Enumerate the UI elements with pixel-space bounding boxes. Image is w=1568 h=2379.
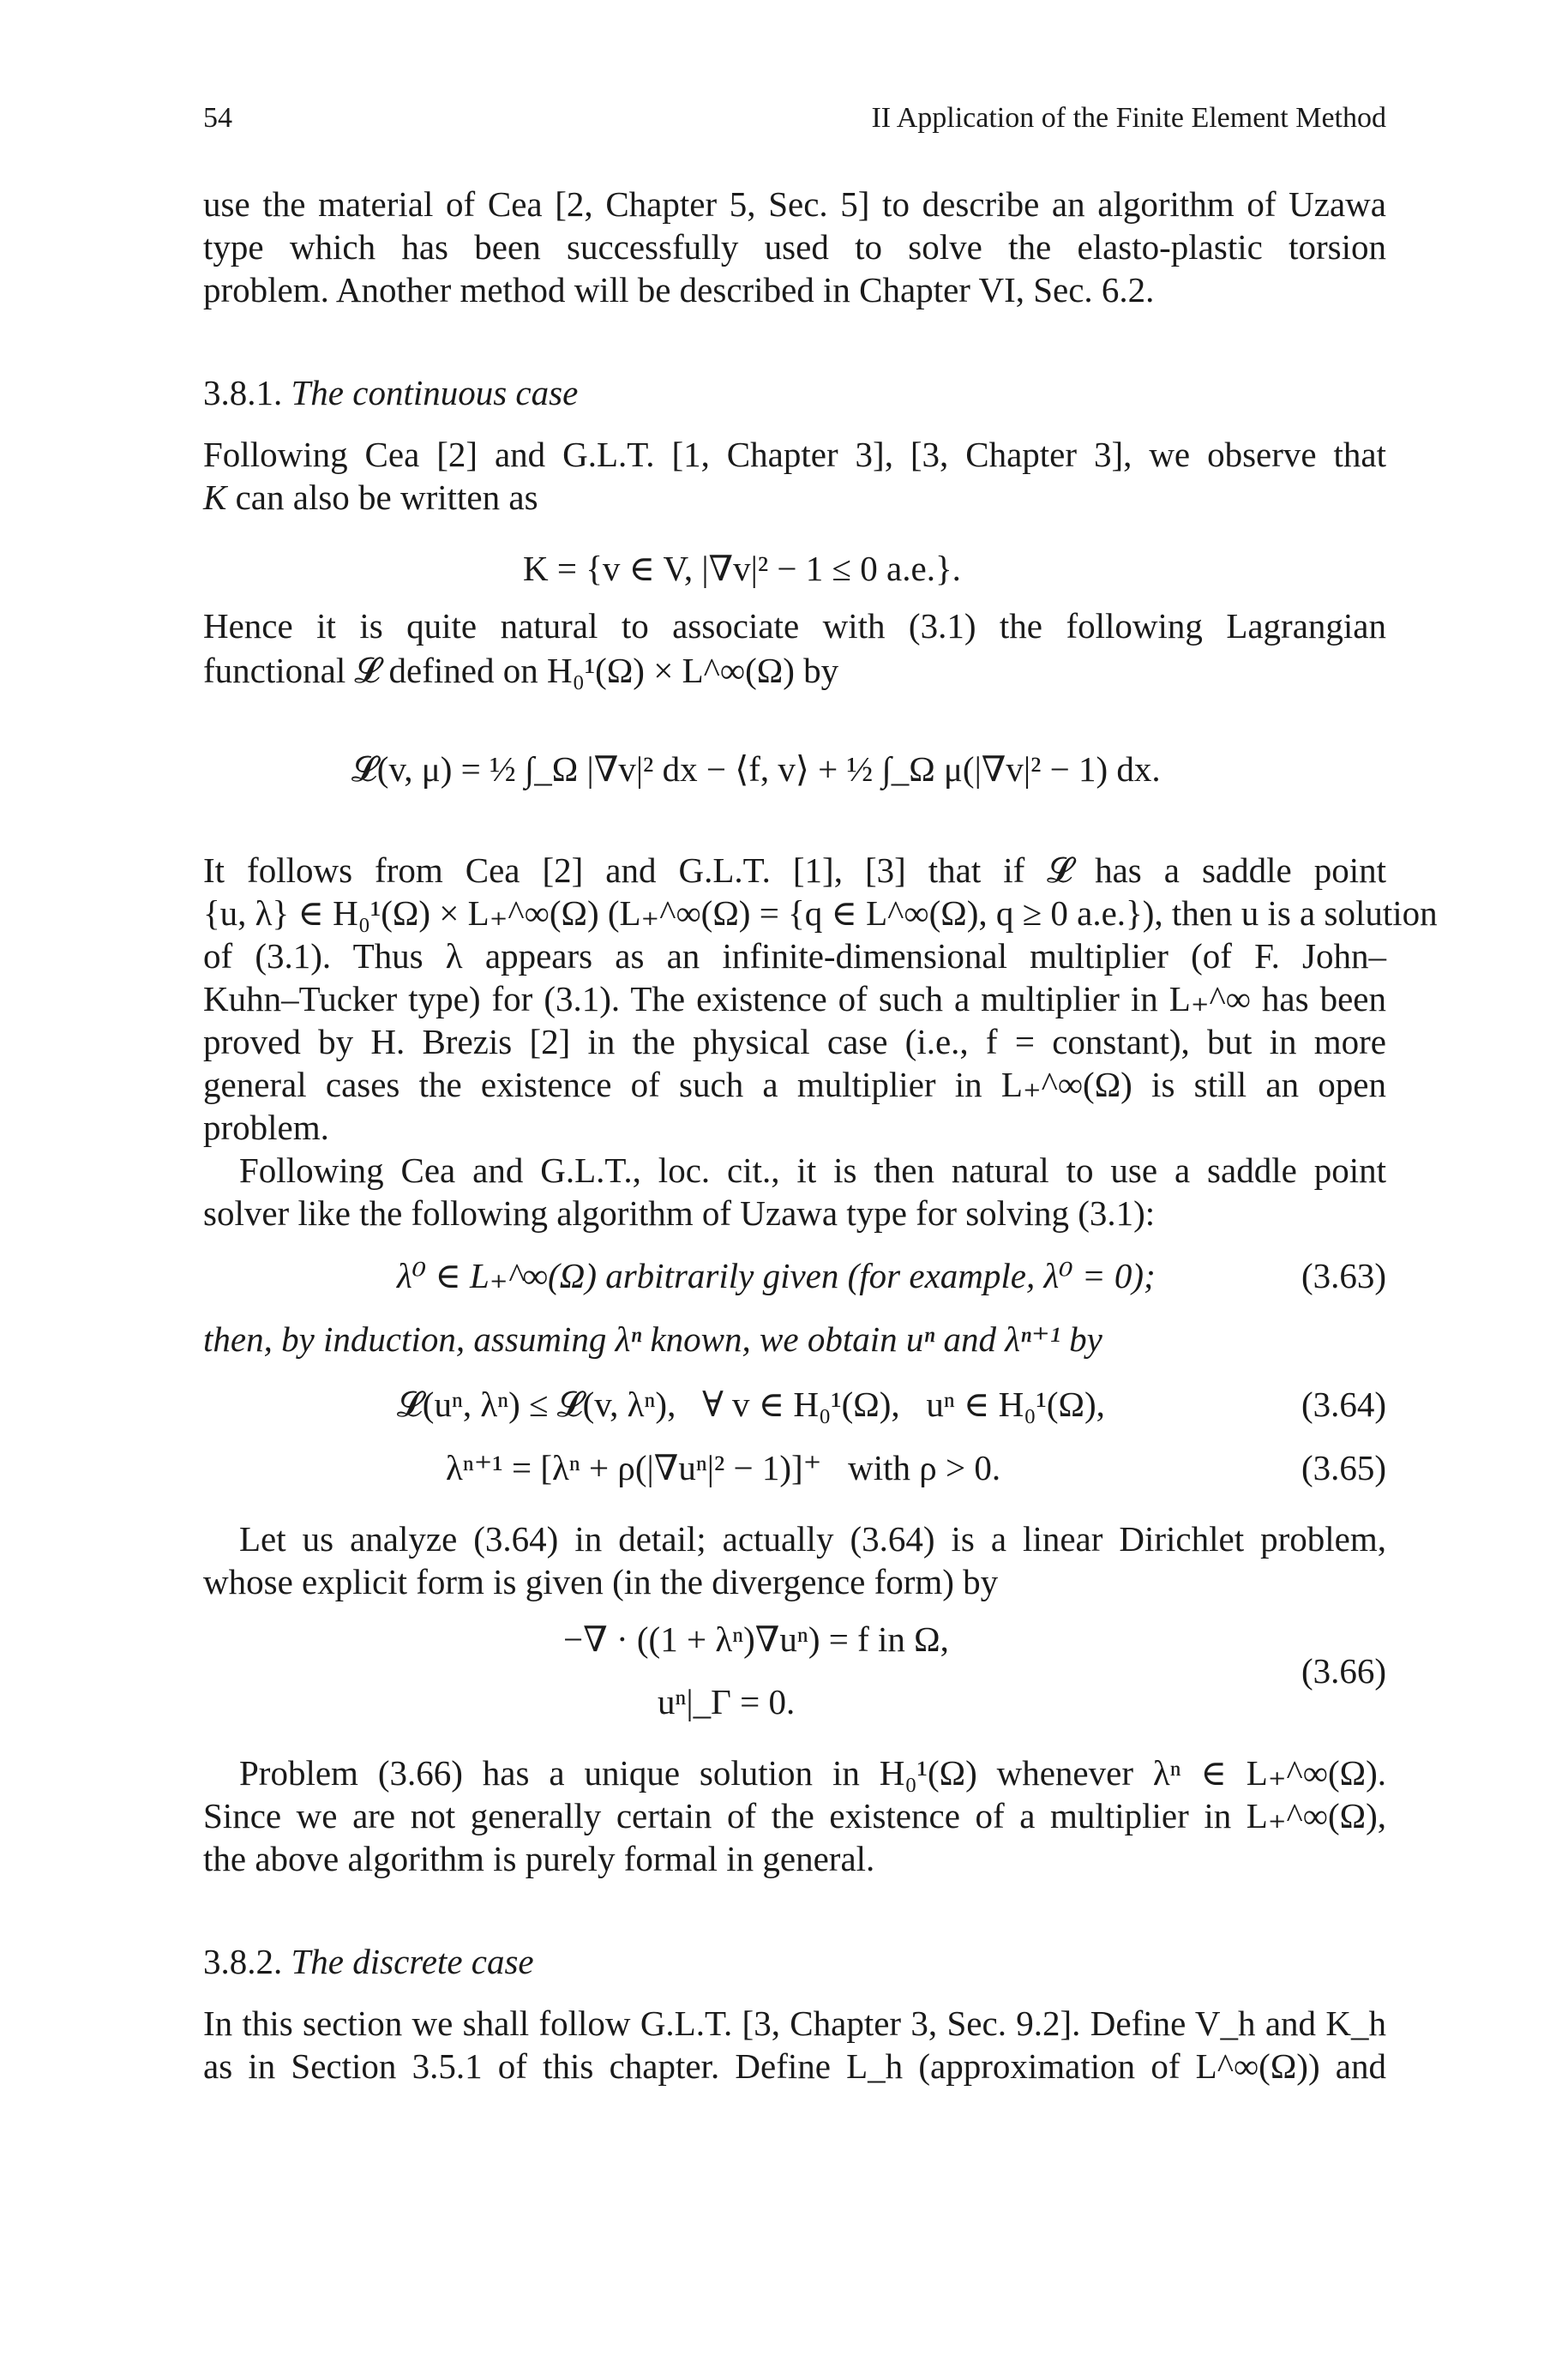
running-title: II Application of the Finite Element Method [871,102,1386,134]
p3-line-7: problem. [203,1108,329,1147]
p3-line-3: of (3.1). Thus λ appears as an infinite-dimensional multiplier (of F. John– [203,936,1386,976]
p2-line-1: Hence it is quite natural to associate with (3.1) the following Lagrangian [203,606,1386,646]
section-title: The continuous case [291,373,579,412]
p3-line-4: Kuhn–Tucker type) for (3.1). The existence of such a multiplier in L₊^∞ has been [203,979,1386,1018]
p6-line-1: Let us analyze (3.64) in detail; actually (3.64) is a linear Dirichlet problem, [239,1519,1386,1559]
page-number: 54 [203,102,232,134]
p3-line-6: general cases the existence of such a multiplier in L₊^∞(Ω) is still an open [203,1065,1386,1104]
p8-line-2: as in Section 3.5.1 of this chapter. Define L_h (approximation of L^∞(Ω)) and [203,2046,1386,2086]
section-heading-3-8-1 [203,371,578,414]
variable-K: K [203,478,227,517]
p3-line-1: It follows from Cea [2] and G.L.T. [1], [3] that if 𝓛 has a saddle point [203,850,1386,890]
equation-3-64: 𝓛(uⁿ, λⁿ) ≤ 𝓛(v, λⁿ), ∀ v ∈ H₀¹(Ω), uⁿ ∈ H₀¹(Ω), [397,1385,1105,1424]
equation-K: K = {v ∈ V, |∇v|² − 1 ≤ 0 a.e.}. [523,549,961,588]
intro-line-1: use the material of Cea [2, Chapter 5, Sec. 5] to describe an algorithm of Uzawa [203,184,1386,224]
p4-line-1: Following Cea and G.L.T., loc. cit., it is then natural to use a saddle point [239,1150,1386,1190]
equation-3-66-line-1: −∇ · ((1 + λⁿ)∇uⁿ) = f in Ω, [563,1619,949,1659]
p1-line-1: Following Cea [2] and G.L.T. [1, Chapter 3], [3, Chapter 3], we observe that [203,435,1386,474]
equation-number-3-65: (3.65) [1301,1448,1386,1487]
p5-line: then, by induction, assuming λⁿ known, we obtain uⁿ and λⁿ⁺¹ by [203,1319,1102,1359]
equation-3-65: λⁿ⁺¹ = [λⁿ + ρ(|∇uⁿ|² − 1)]⁺ with ρ > 0. [446,1448,1001,1487]
p7-line-2: Since we are not generally certain of the existence of a multiplier in L₊^∞(Ω), [203,1796,1386,1835]
section-number: 3.8.1. [203,373,283,412]
equation-3-63: λ⁰ ∈ L₊^∞(Ω) arbitrarily given (for example, λ⁰ = 0); [397,1256,1156,1295]
equation-lagrangian: 𝓛(v, μ) = ½ ∫_Ω |∇v|² dx − ⟨f, v⟩ + ½ ∫_Ω μ(|∇v|² − 1) dx. [351,749,1161,789]
p3-line-5: proved by H. Brezis [2] in the physical case (i.e., f = constant), but in more [203,1022,1386,1061]
p3-line-2: {u, λ} ∈ H₀¹(Ω) × L₊^∞(Ω) (L₊^∞(Ω) = {q ∈ L^∞(Ω), q ≥ 0 a.e.}), then u is a solution [203,893,1438,933]
equation-number-3-64: (3.64) [1301,1385,1386,1424]
p7-line-1: Problem (3.66) has a unique solution in H₀¹(Ω) whenever λⁿ ∈ L₊^∞(Ω). [239,1753,1386,1793]
p1-line-2 [203,476,1386,519]
equation-number-3-66: (3.66) [1301,1651,1386,1691]
p2-line-2: functional 𝓛 defined on H₀¹(Ω) × L^∞(Ω) by [203,651,839,690]
p8-line-1: In this section we shall follow G.L.T. [3, Chapter 3, Sec. 9.2]. Define V_h and K_h [203,2004,1386,2043]
p1-line-2-rest: can also be written as [226,478,538,517]
equation-3-66-line-2: uⁿ|_Γ = 0. [658,1682,796,1721]
section-heading-3-8-2 [203,1940,534,1983]
p6-line-2: whose explicit form is given (in the divergence form) by [203,1562,999,1601]
section-number: 3.8.2. [203,1942,283,1981]
p4-line-2: solver like the following algorithm of Uzawa type for solving (3.1): [203,1193,1156,1233]
section-title: The discrete case [291,1942,534,1981]
p7-line-3: the above algorithm is purely formal in general. [203,1839,875,1878]
intro-line-2: type which has been successfully used to solve the elasto-plastic torsion [203,227,1386,267]
equation-number-3-63: (3.63) [1301,1256,1386,1295]
intro-line-3: problem. Another method will be described in Chapter VI, Sec. 6.2. [203,270,1155,309]
